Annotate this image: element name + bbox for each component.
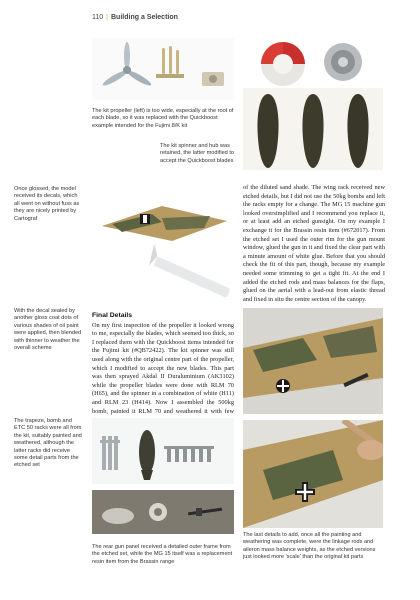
caption-last-details: The last details to add, once all the painting and weathering was complete, were the linkage rods and aileron mass balance weights, as the etched versions just looked more 'scale' than the original kit parts [243, 532, 376, 561]
page-number: 110 [92, 14, 104, 21]
photo-aircraft-decals [92, 186, 234, 306]
photo-bomb-racks [92, 418, 234, 484]
photo-gun-panel [92, 490, 234, 534]
caption-propeller-kit: The kit propeller (left) is too wide, especially at the root of each blade, so it was replaced with the Quickboost example intended for the Fujimi 8/K kit [92, 108, 234, 129]
photo-spinner [243, 38, 383, 88]
caption-decals: Once glossed, the model received its decals, which all went on without fuss as they are nicely printed by Cartograf [14, 186, 80, 222]
photo-weathered-aircraft [243, 308, 383, 414]
final-details-section [92, 312, 234, 425]
caption-decal-sealed: With the decal sealed by another gloss coat dots of various shades of oil paint were applied, then blended with thinner to weather the overall scheme [14, 308, 82, 352]
right-column-text [243, 184, 385, 304]
photo-propeller-blades [243, 88, 383, 170]
page-header [92, 14, 178, 21]
caption-gun-panel: The rear gun panel received a detailed outer frame from the etched set, while the MG 15 itself was a replacement resin item from the Brassin range [92, 544, 233, 565]
final-details-paragraph: On my first inspection of the propeller it looked wrong to me, especially the blades, which seemed too thick, so I replaced them with the Quickboost items intended for the Fujimi kit (#QB72422). The kit spinner was still used along with the original centre part of the propeller, which I modified to accept the new blades. This part was then sprayed Akdal II Duraluminium (AK3102) while the propeller blades were done with RLM 70 (H65), and the spinner in a combination of white (H11) and RLM 23 (H414). Now I assembled the 500kg bomb, painted it RLM 70 and weathered it with few [92, 321, 234, 415]
page-title: Building a Selection [111, 14, 178, 21]
caption-spinner: The kit spinner and hub was retained, the latter modified to accept the Quickboost blades [160, 143, 235, 164]
caption-trapeze: The trapeze, bomb and ETC 50 racks were all from the kit, suitably painted and weathered, although the latter racks did receive some detail parts from the etched set [14, 418, 82, 469]
header-separator: | [106, 14, 108, 21]
photo-last-details [243, 420, 383, 528]
right-column-paragraph: of the diluted sand shade. The wing rack received new etched details, but I did not use the 50kg bombs and left the racks empty for a change. The MG 15 machine gun looked oversimplified and I recommend you replace it, or at least add an etched gunsight. On my example I exchange it for the Brassin resin item (#672017). From the etched set I used the outer rim for the gun mount window, glued the gun in it and fixed the clear part with a minute amount of white glue. Before that you should check the fit of this part, though, because my example needed some trimming to get a tight fit. At the end I added the etched rods and mass balances for the flaps, glued on the aerial with a lead-out from elastic thread and fixed in situ the centre section of the canopy. [243, 184, 385, 303]
final-details-heading: Final Details [92, 312, 133, 319]
photo-propeller-parts [92, 38, 234, 100]
